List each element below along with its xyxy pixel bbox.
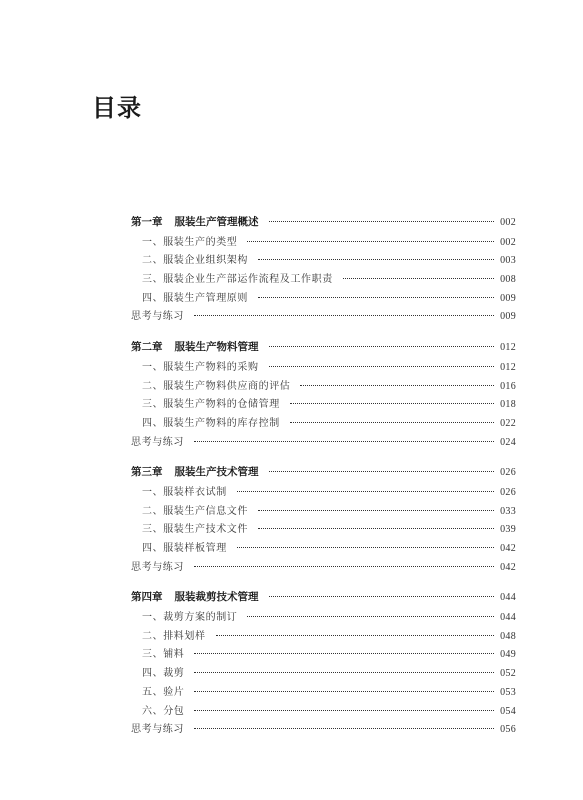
toc-page-number: 016 [500, 380, 516, 392]
toc-page-number: 009 [500, 292, 516, 304]
toc-chapter-number: 第四章 [131, 591, 163, 604]
toc-section-item[interactable] [131, 627, 516, 646]
toc-section-item[interactable] [131, 683, 516, 702]
toc-chapter-number: 第三章 [131, 466, 163, 479]
toc-section-item[interactable] [131, 358, 516, 377]
dot-leader [258, 528, 494, 529]
toc-section-item[interactable] [131, 483, 516, 502]
dot-leader [247, 616, 494, 617]
toc-review-label: 思考与练习 [131, 561, 184, 573]
toc-page-number: 002 [500, 217, 516, 228]
toc-chapter-heading[interactable] [131, 464, 516, 483]
toc-section-label: 二、服装企业组织架构 [142, 255, 248, 267]
toc-chapter-title: 服装生产物料管理 [174, 341, 259, 354]
dot-leader [258, 297, 494, 298]
dot-leader [194, 710, 494, 711]
dot-leader [269, 346, 495, 347]
toc-section-item[interactable] [131, 664, 516, 683]
toc-review-item[interactable] [131, 433, 516, 452]
toc-page-number: 026 [500, 486, 516, 498]
toc-chapter-heading[interactable] [131, 339, 516, 358]
toc-page-number: 048 [500, 630, 516, 642]
toc-page-number: 054 [500, 705, 516, 717]
toc-section-label: 一、服装样衣试制 [142, 486, 227, 498]
toc-review-label: 思考与练习 [131, 724, 184, 736]
dot-leader [194, 653, 494, 654]
toc-section-item[interactable] [131, 702, 516, 721]
toc-section-item[interactable] [131, 520, 516, 539]
toc-section-label: 二、服装生产物料供应商的评估 [142, 380, 291, 392]
dot-leader [300, 385, 494, 386]
toc-section-label: 三、服装企业生产部运作流程及工作职责 [142, 274, 333, 286]
toc-page-number: 022 [500, 417, 516, 429]
toc-page-number: 053 [500, 686, 516, 698]
dot-leader [290, 422, 494, 423]
toc-chapter [131, 464, 516, 576]
toc-section-label: 三、服装生产技术文件 [142, 524, 248, 536]
toc-section-label: 四、服装样板管理 [142, 543, 227, 554]
toc-section-item[interactable] [131, 233, 516, 252]
toc-page-number: 018 [500, 399, 516, 411]
toc-section-label: 四、裁剪 [142, 668, 185, 680]
toc-section-item[interactable] [131, 289, 516, 308]
toc-chapter-title: 服装裁剪技术管理 [174, 591, 259, 604]
toc-page-number: 042 [500, 561, 516, 573]
toc-chapter-number: 第一章 [131, 216, 163, 228]
toc-section-item[interactable] [131, 645, 516, 664]
toc-page-number: 052 [500, 668, 516, 680]
toc-chapter [131, 339, 516, 451]
toc-chapter-title: 服装生产管理概述 [174, 216, 259, 228]
toc-page-number: 008 [500, 274, 516, 286]
toc-page-number: 026 [500, 467, 516, 479]
toc-section-item[interactable] [131, 414, 516, 433]
dot-leader [258, 259, 494, 260]
table-of-contents [131, 214, 516, 752]
toc-section-label: 六、分包 [142, 705, 185, 717]
dot-leader [269, 221, 495, 222]
toc-review-item[interactable] [131, 558, 516, 577]
toc-page-number: 044 [500, 592, 516, 604]
toc-review-item[interactable] [131, 720, 516, 739]
toc-section-label: 一、服装生产的类型 [142, 236, 238, 248]
toc-section-label: 五、验片 [142, 686, 185, 698]
toc-page-number: 033 [500, 505, 516, 517]
toc-section-item[interactable] [131, 377, 516, 396]
dot-leader [269, 596, 495, 597]
dot-leader [343, 278, 494, 279]
toc-review-label: 思考与练习 [131, 436, 184, 448]
toc-section-label: 二、服装生产信息文件 [142, 505, 248, 517]
toc-section-label: 一、服装生产物料的采购 [142, 361, 259, 373]
dot-leader [194, 441, 494, 442]
toc-section-label: 四、服装生产管理原则 [142, 292, 248, 304]
page-title: 目录 [92, 94, 142, 122]
toc-section-item[interactable] [131, 608, 516, 627]
toc-section-label: 二、排料划样 [142, 630, 206, 642]
toc-page-number: 039 [500, 524, 516, 536]
toc-page-number: 002 [500, 236, 516, 248]
dot-leader [194, 566, 494, 567]
toc-chapter-title: 服装生产技术管理 [174, 466, 259, 479]
toc-page-number: 003 [500, 255, 516, 267]
toc-page-number: 012 [500, 342, 516, 354]
toc-chapter-label [131, 339, 259, 354]
toc-page-number: 009 [500, 311, 516, 323]
toc-chapter [131, 214, 516, 326]
dot-leader [216, 635, 494, 636]
dot-leader [290, 403, 494, 404]
toc-review-label: 思考与练习 [131, 311, 184, 323]
dot-leader [269, 366, 494, 367]
dot-leader [258, 510, 494, 511]
toc-page-number: 056 [500, 724, 516, 736]
dot-leader [247, 241, 494, 242]
dot-leader [194, 691, 494, 692]
toc-section-label: 四、服装生产物料的库存控制 [142, 417, 280, 429]
toc-section-item[interactable] [131, 539, 516, 558]
toc-chapter-number: 第二章 [131, 341, 163, 354]
toc-page-number: 024 [500, 436, 516, 448]
dot-leader [194, 672, 494, 673]
toc-section-label: 三、铺料 [142, 649, 185, 661]
toc-section-label: 三、服装生产物料的仓储管理 [142, 399, 280, 411]
toc-review-item[interactable] [131, 307, 516, 326]
toc-page-number: 049 [500, 649, 516, 661]
toc-section-item[interactable] [131, 251, 516, 270]
dot-leader [269, 471, 495, 472]
dot-leader [194, 728, 494, 729]
toc-chapter-heading[interactable] [131, 589, 516, 608]
dot-leader [237, 547, 494, 548]
toc-chapter-label [131, 214, 259, 229]
dot-leader [194, 315, 494, 316]
toc-section-item[interactable] [131, 502, 516, 521]
toc-chapter-heading[interactable] [131, 214, 516, 233]
toc-page-number: 012 [500, 361, 516, 373]
toc-chapter [131, 589, 516, 739]
toc-chapter-label [131, 589, 259, 604]
toc-section-label: 一、裁剪方案的制订 [142, 612, 238, 624]
toc-chapter-label [131, 464, 259, 479]
toc-section-item[interactable] [131, 395, 516, 414]
dot-leader [237, 491, 494, 492]
toc-section-item[interactable] [131, 270, 516, 289]
toc-page-number: 042 [500, 543, 516, 554]
toc-page-number: 044 [500, 612, 516, 624]
